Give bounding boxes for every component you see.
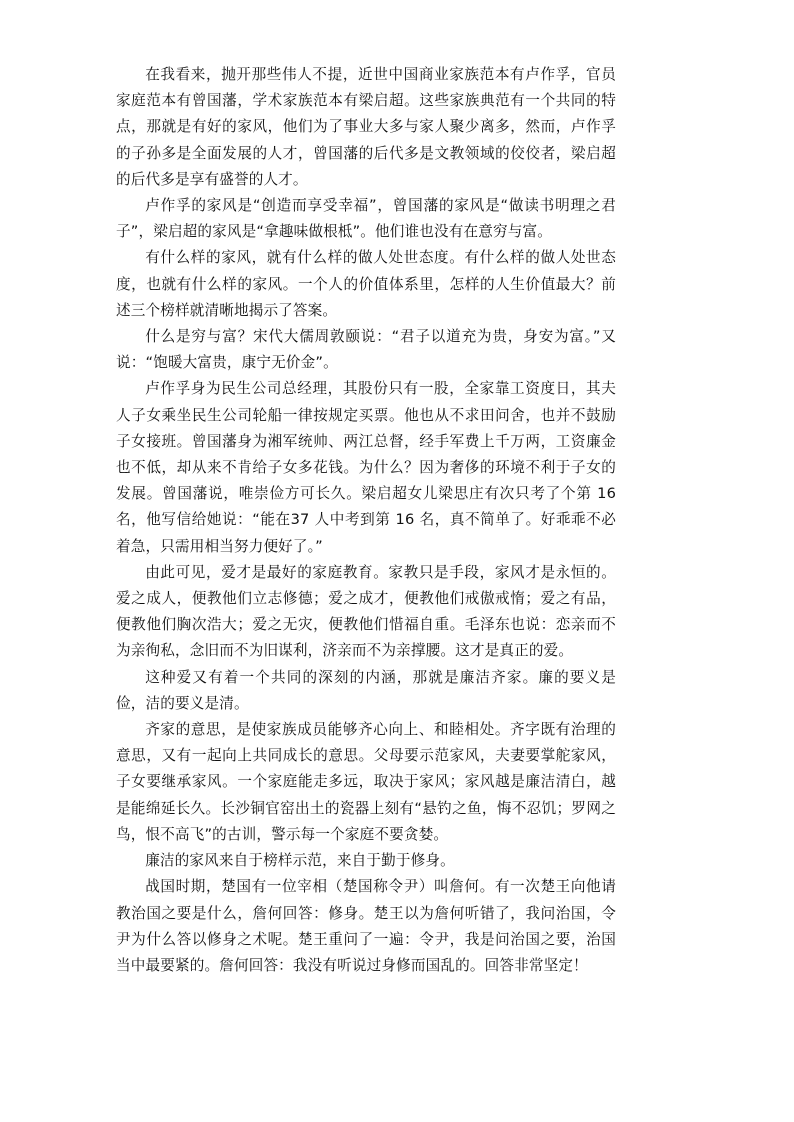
document-body <box>116 62 616 979</box>
paragraph-1: 在我看来，抛开那些伟人不提，近世中国商业家族范本有卢作孚，官员家庭范本有曾国藩，学术家族范本有梁启超。这些家族典范有一个共同的特点，那就是有好的家风，他们为了事业大多与家人聚少离多，然而，卢作孚的子孙多是全面发展的人才，曾国藩的后代多是文教领域的佼佼者，梁启超的后代多是享有盛誉的人才。 <box>116 66 616 188</box>
paragraph-6: 由此可见，爱才是最好的家庭教育。家教只是手段，家风才是永恒的。爱之成人，便教他们立志修德；爱之成才，便教他们戒傲戒惰；爱之有品，便教他们胸次浩大；爱之无灾，便教他们惜福自重。毛泽东也说：恋亲而不为亲徇私，念旧而不为旧谋利，济亲而不为亲撑腰。这才是真正的爱。 <box>116 563 616 660</box>
paragraph-4: 什么是穷与富？宋代大儒周敦颐说：“君子以道充为贵，身安为富。”又说：“饱暖大富贵，康宁无价金”。 <box>116 328 616 372</box>
paragraph-3: 有什么样的家风，就有什么样的做人处世态度。有什么样的做人处世态度，也就有什么样的家风。一个人的价值体系里，怎样的人生价值最大？前述三个榜样就清晰地揭示了答案。 <box>116 249 616 319</box>
paragraph-9: 廉洁的家风来自于榜样示范，来自于勤于修身。 <box>145 852 455 870</box>
paragraph-2: 卢作孚的家风是“创造而享受幸福”，曾国藩的家风是“做读书明理之君子”，梁启超的家风是“拿趣味做根柢”。他们谁也没有在意穷与富。 <box>116 197 616 241</box>
paragraph-10: 战国时期，楚国有一位宰相（楚国称令尹）叫詹何。有一次楚王向他请教治国之要是什么，詹何回答：修身。楚王以为詹何听错了，我问治国，令尹为什么答以修身之术呢。楚王重问了一遍：令尹，我是问治国之要，治国当中最要紧的。詹何回答：我没有听说过身修而国乱的。回答非常坚定！ <box>116 878 616 974</box>
paragraph-8: 齐家的意思，是使家族成员能够齐心向上、和睦相处。齐字既有治理的意思，又有一起向上共同成长的意思。父母要示范家风，夫妻要掌舵家风，子女要继承家风。一个家庭能走多远，取决于家风；家风越是廉洁清白，越是能绵延长久。长沙铜官窑出土的瓷器上刻有“悬钓之鱼，悔不忍饥；罗网之鸟，恨不高飞”的古训，警示每一个家庭不要贪婪。 <box>116 721 616 843</box>
paragraph-7: 这种爱又有着一个共同的深刻的内涵，那就是廉洁齐家。廉的要义是俭，洁的要义是清。 <box>116 668 616 712</box>
paragraph-5: 卢作孚身为民生公司总经理，其股份只有一股，全家靠工资度日，其夫人子女乘坐民生公司轮船一律按规定买票。他也从不求田问舍，也并不鼓励子女接班。曾国藩身为湘军统帅、两江总督，经手军费上千万两，工资廉金也不低，却从来不肯给子女多花钱。为什么？因为奢侈的环境不利于子女的发展。曾国藩说，唯崇俭方可长久。梁启超女儿梁思庄有次只考了个第 16 名，他写信给她说：“能在37 人中考到第 16 名，真不简单了。好乖乖不必着急，只需用相当努力便好了。” <box>116 380 616 555</box>
